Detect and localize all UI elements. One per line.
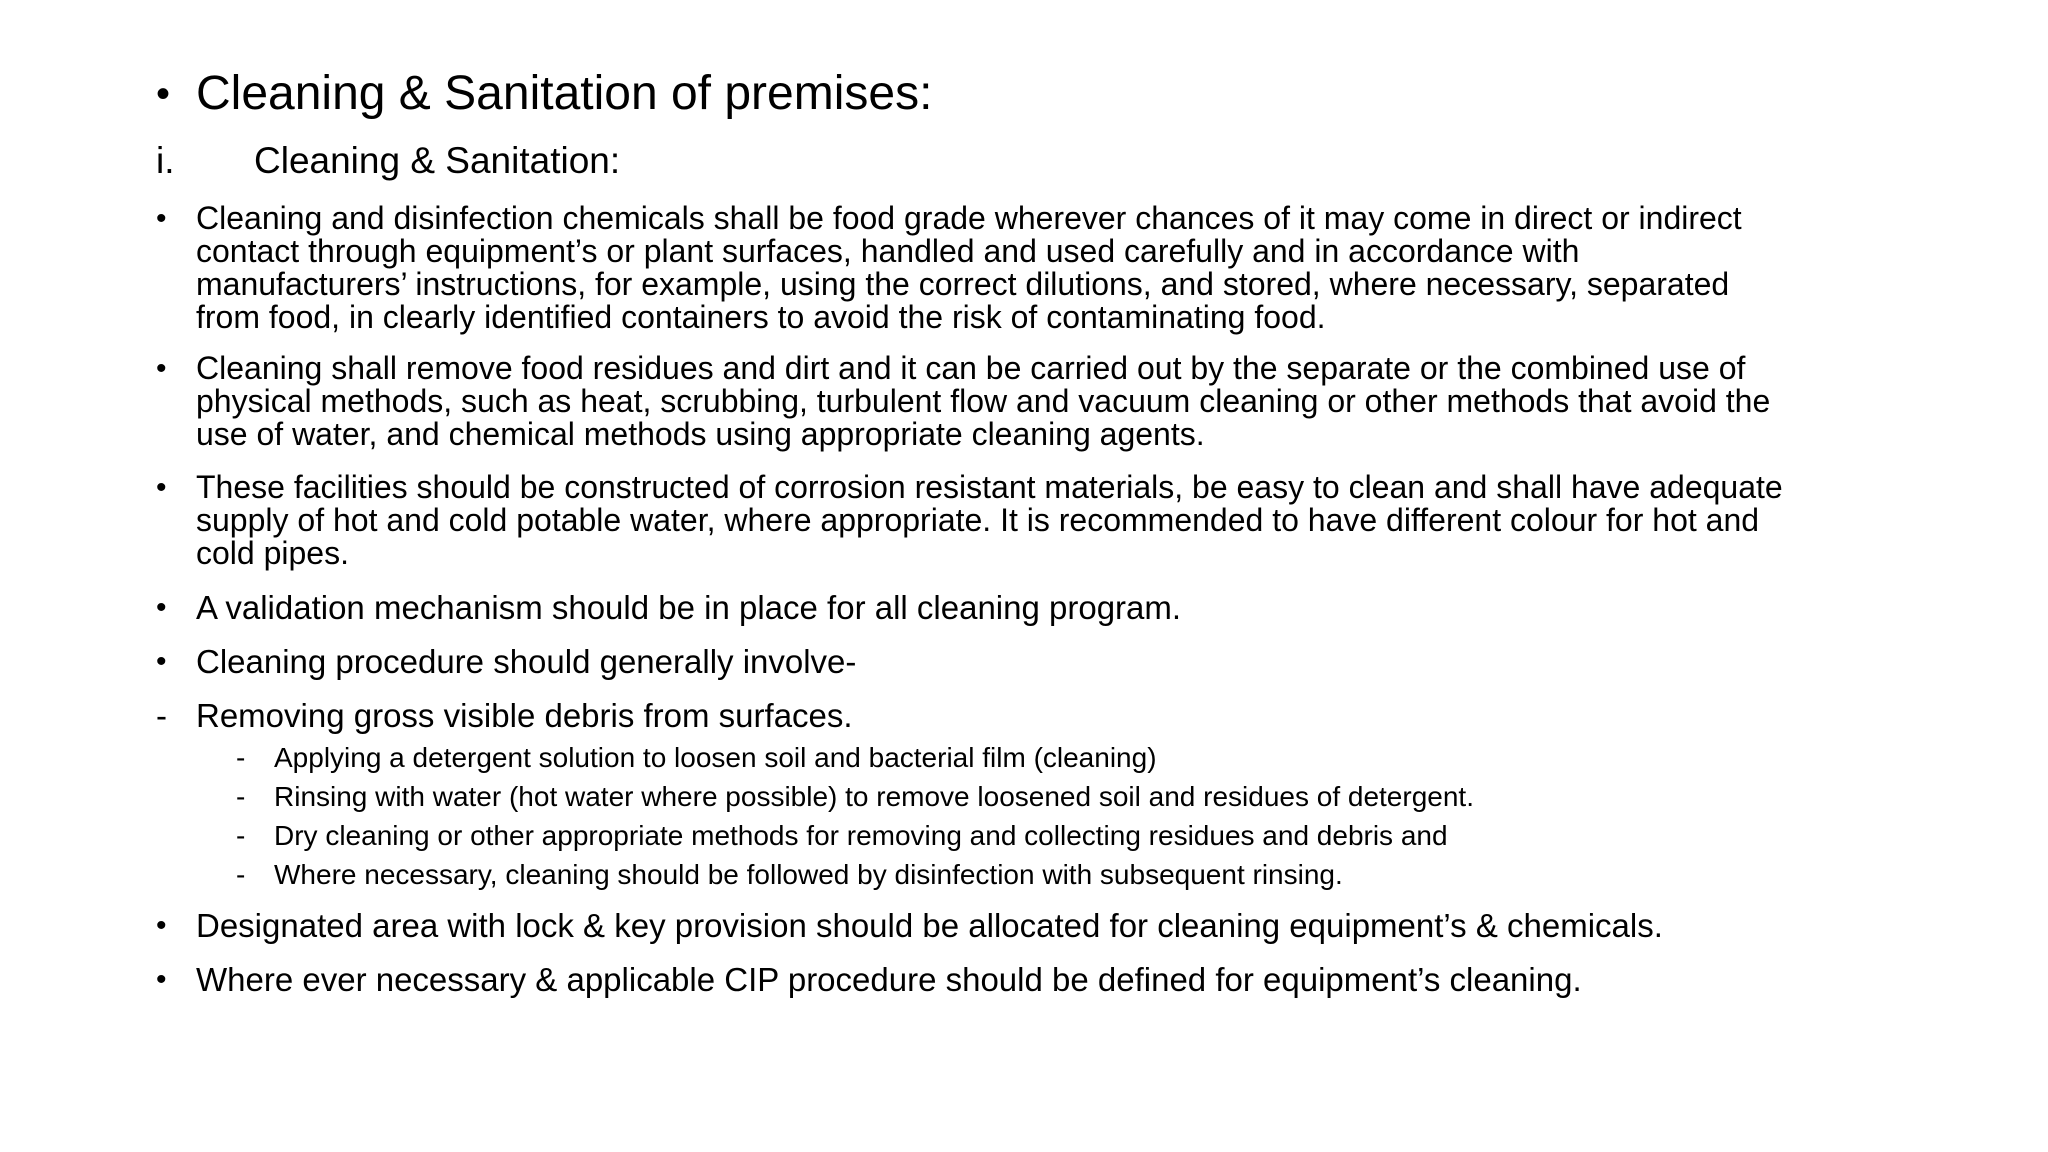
- bullet-marker: •: [156, 645, 167, 678]
- sub-dash-text: Dry cleaning or other appropriate methods for removing and collecting residues and debris and: [274, 820, 1448, 851]
- bullet-marker: •: [156, 471, 167, 504]
- bullet-marker: •: [156, 591, 167, 624]
- bullet-text: A validation mechanism should be in place for all cleaning program.: [196, 589, 1182, 626]
- bullet-line: supply of hot and cold potable water, where appropriate. It is recommended to have different colour for hot and: [196, 502, 1760, 538]
- bullet-text: [196, 202, 1996, 334]
- bullet-marker: •: [156, 909, 167, 942]
- bullet-line: Cleaning shall remove food residues and dirt and it can be carried out by the separate or the combined use of: [196, 350, 1746, 386]
- bullet-marker: •: [156, 202, 167, 235]
- title-text: Cleaning & Sanitation of premises:: [196, 67, 933, 120]
- sub-dash-text: Applying a detergent solution to loosen soil and bacterial film (cleaning): [274, 742, 1157, 773]
- roman-numeral-marker: i.: [156, 140, 175, 181]
- bullet-line: These facilities should be constructed of corrosion resistant materials, be easy to clean and shall have adequate: [196, 469, 1783, 505]
- bullet-line: contact through equipment’s or plant surfaces, handled and used carefully and in accordance with: [196, 233, 1580, 269]
- dash-marker: -: [236, 781, 246, 812]
- dash-marker: -: [236, 820, 246, 851]
- sub-dash-text: Where necessary, cleaning should be followed by disinfection with subsequent rinsing.: [274, 859, 1343, 890]
- bullet-line: manufacturers’ instructions, for example, using the correct dilutions, and stored, where necessary, separated: [196, 266, 1730, 302]
- bullet-text: Cleaning procedure should generally involve-: [196, 643, 857, 680]
- bullet-line: from food, in clearly identified containers to avoid the risk of contaminating food.: [196, 299, 1326, 335]
- dash-marker: -: [236, 742, 246, 773]
- bullet-line: cold pipes.: [196, 535, 349, 571]
- sub-dash-text: Rinsing with water (hot water where possible) to remove loosened soil and residues of detergent.: [274, 781, 1474, 812]
- bullet-marker: •: [156, 963, 167, 996]
- bullet-line: Cleaning and disinfection chemicals shall be food grade wherever chances of it may come in direct or indirect: [196, 200, 1742, 236]
- bullet-marker: •: [156, 72, 171, 116]
- bullet-text: [196, 471, 1996, 570]
- bullet-text: [196, 352, 1996, 451]
- dash-marker: -: [156, 697, 167, 734]
- bullet-line: use of water, and chemical methods using appropriate cleaning agents.: [196, 416, 1205, 452]
- dash-marker: -: [236, 859, 246, 890]
- subheading-text: Cleaning & Sanitation:: [254, 140, 621, 181]
- bullet-text: Designated area with lock & key provision should be allocated for cleaning equipment’s & chemicals.: [196, 907, 1663, 944]
- bullet-marker: •: [156, 352, 167, 385]
- bullet-text: Where ever necessary & applicable CIP procedure should be defined for equipment’s cleaning.: [196, 961, 1582, 998]
- bullet-line: physical methods, such as heat, scrubbing, turbulent flow and vacuum cleaning or other methods that avoid the: [196, 383, 1771, 419]
- dash-text: Removing gross visible debris from surfaces.: [196, 697, 853, 734]
